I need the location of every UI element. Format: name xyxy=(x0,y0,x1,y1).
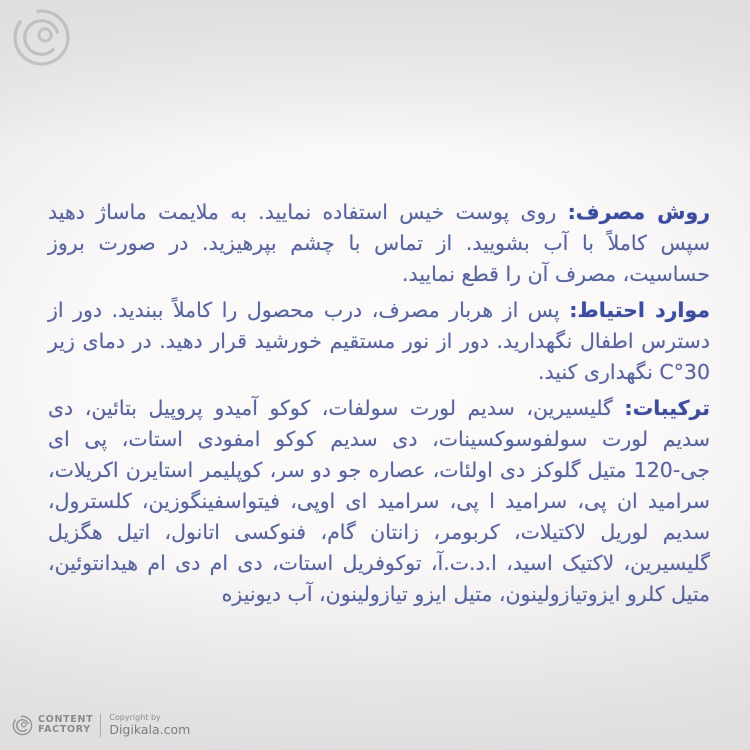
ingredients-section xyxy=(48,393,710,610)
precautions-body: پس از هربار مصرف، درب محصول را کاملاً ببندید. دور از دسترس اطفال نگهدارید. دور از نور مستقیم خورشید قرار دهید. در دمای زیر 30°C نگهداری کنید. xyxy=(48,298,710,384)
brand-name xyxy=(38,715,93,735)
label-text-block xyxy=(48,197,710,615)
digikala-site-text: Digikala.com xyxy=(109,722,191,737)
brand-word-content: CONTENT xyxy=(38,714,94,725)
precautions-heading: موارد احتیاط: xyxy=(569,298,710,322)
copyright-by-text: Copyright by xyxy=(109,713,161,722)
watermark-divider xyxy=(100,714,101,737)
ingredients-heading: ترکیبات: xyxy=(624,396,710,420)
usage-heading: روش مصرف: xyxy=(567,200,710,224)
content-factory-logo-icon xyxy=(12,715,33,736)
usage-section xyxy=(48,197,710,290)
usage-body: روی پوست خیس استفاده نمایید. به ملایمت ماساژ دهید سپس کاملاً با آب بشویید. از تماس با چشم بپرهیزید. در صورت بروز حساسیت، مصرف آن را قطع نمایید. xyxy=(48,200,710,286)
content-factory-stamp-icon xyxy=(11,7,72,68)
copyright-block xyxy=(109,713,190,737)
brand-word-factory: FACTORY xyxy=(38,724,91,735)
precautions-section xyxy=(48,295,710,388)
ingredients-body: گلیسیرین، سدیم لورت سولفات، کوکو آمیدو پروپیل بتائین، دی سدیم لورت سولفوسوکسینات، دی سدیم کوکو امفودی استات، پی ای جی-120 متیل گلوکز دی اولئات، عصاره جو دو سر، کوپلیمر استایرن اکریلات، سرامید ان پی، سرامید ا پی، سرامید ای اوپی، فیتواسفینگوزین، کلسترول، سدیم لوریل لاکتیلات، کربومر، زانتان گام، فنوکسی اتانول، اتیل هگزیل گلیسیرین، لاکتیک اسید، ا.د.ت.آ، توکوفریل استات، دی ام دی ام هیدانتوئین، متیل کلرو ایزوتیازولینون، متیل ایزو تیازولینون، آب دیونیزه xyxy=(48,396,710,606)
watermark-footer xyxy=(12,713,190,737)
